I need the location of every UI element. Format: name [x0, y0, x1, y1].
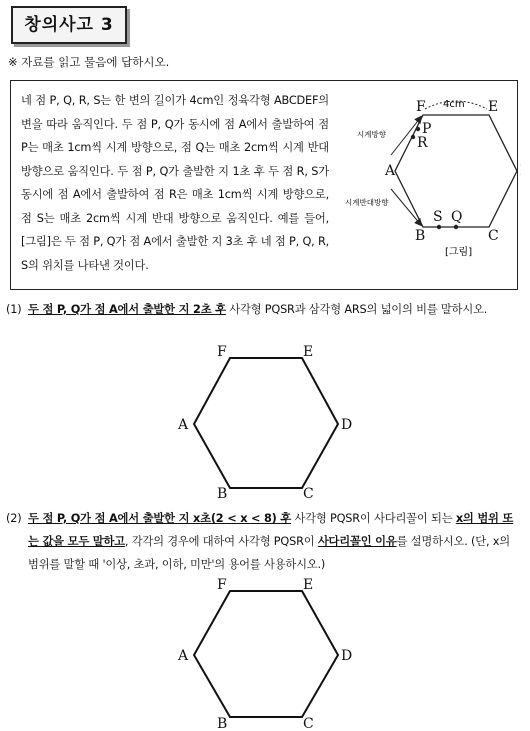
question-2-number: (2) — [6, 512, 22, 525]
side-length-label: 4cm — [443, 99, 465, 110]
point-s-label: S — [433, 209, 443, 225]
hexagon-1-e-label: E — [303, 344, 314, 360]
vertex-a-label: A — [385, 163, 396, 179]
figure-diagram — [341, 87, 521, 257]
question-1-text: 사각형 PQSR과 삼각형 ARS의 넓이의 비를 말하시오. — [225, 303, 488, 316]
hexagon-2-b-label: B — [217, 716, 228, 731]
point-q-label: Q — [451, 209, 463, 225]
problem-passage: 네 점 P, Q, R, S는 한 변의 길이가 4cm인 정육각형 ABCDEF의 변을 따라 움직인다. 두 점 P, Q가 동시에 점 A에서 출발하여 점 P는 매초 1cm씩 시계 방향으로, 점 Q는 매초 2cm씩 시계 반대 방향으로 움직인다. 두 점 P, Q가 출발한 지 1초 후 두 점 R, S가 동시에 점 A에서 출발하여 점 R은 매초 1cm씩 시계 방향으로, 점 S는 매초 2cm씩 시계 반대 방향으로 움직인다. 예를 들어, [그림]은 두 점 P, Q가 점 A에서 출발한 지 3초 후 네 점 P, Q, R, S의 위치를 나타낸 것이다. — [21, 94, 329, 272]
question-2 — [6, 507, 518, 576]
hexagon-2-e-label: E — [303, 577, 314, 593]
hexagon-diagram-1 — [170, 340, 360, 500]
question-2-text-1: 사각형 PQSR이 사다리꼴이 되는 — [291, 512, 456, 525]
clockwise-label: 시계방향 — [357, 130, 386, 139]
instruction-note: ※ 자료를 읽고 물음에 답하시오. — [8, 55, 170, 69]
hexagon-2-a-label: A — [178, 648, 189, 664]
point-q — [454, 225, 458, 229]
counterclockwise-label: 시계반대방향 — [345, 198, 389, 207]
vertex-f-label: F — [416, 99, 426, 115]
hexagon-1-a-label: A — [178, 417, 189, 433]
hexagon-1-b-label: B — [217, 486, 228, 500]
hexagon-diagram-2 — [170, 573, 360, 731]
hexagon-2-c-label: C — [303, 716, 314, 731]
vertex-b-label: B — [415, 228, 426, 244]
point-r — [411, 135, 415, 139]
hexagon-2 — [194, 591, 338, 717]
point-s — [437, 225, 441, 229]
info-box — [10, 80, 518, 290]
question-1-condition: 두 점 P, Q가 점 A에서 출발한 지 2초 후 — [28, 303, 226, 316]
section-title: 창의사고 3 — [11, 6, 127, 44]
question-2-task-1: x의 범위 또는 값을 모두 말하고 — [28, 512, 514, 548]
point-p — [416, 127, 420, 131]
vertex-e-label: E — [488, 99, 499, 115]
question-2-task-2: 사다리꼴인 이유 — [317, 535, 397, 548]
vertex-c-label: C — [488, 228, 499, 244]
vertex-d-label — [520, 163, 521, 179]
question-2-text-2: , 각각의 경우에 대하여 사각형 PQSR이 — [124, 535, 318, 548]
question-2-condition: 두 점 P, Q가 점 A에서 출발한 지 x초(2 < x < 8) 후 — [28, 512, 292, 525]
question-1-number: (1) — [6, 303, 22, 316]
hexagon-2-d-label: D — [341, 648, 353, 664]
hexagon-1 — [194, 358, 338, 488]
question-2-text-3: 를 설명하시오. (단, x의 범위를 말할 때 '이상, 초과, 이하, 미만'의 용어를 사용하시오.) — [28, 535, 510, 571]
figure-caption: [그림] — [445, 247, 473, 257]
question-1 — [6, 298, 518, 321]
hexagon-2-f-label: F — [217, 577, 227, 593]
hexagon-1-f-label: F — [217, 344, 227, 360]
point-r-label: R — [417, 135, 428, 151]
hexagon-1-d-label: D — [341, 417, 353, 433]
point-p-label: P — [422, 121, 432, 137]
hexagon-1-c-label: C — [303, 486, 314, 500]
